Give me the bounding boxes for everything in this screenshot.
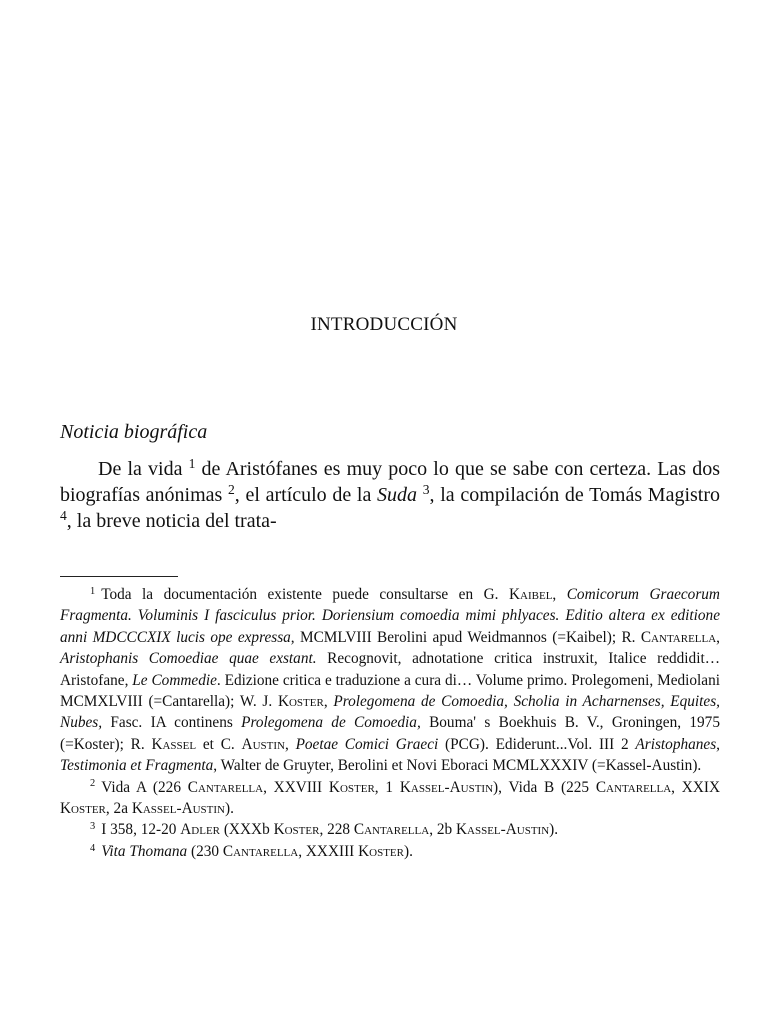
text-run: MCMLVIII Berolini apud Weidmannos (=Kaibel); R. bbox=[294, 628, 641, 646]
text-run: De la vida bbox=[98, 458, 189, 480]
small-caps-name: Kassel bbox=[151, 735, 197, 753]
small-caps-name: Adler bbox=[180, 821, 221, 839]
footnote-reference: 4 bbox=[60, 508, 67, 524]
text-run: , 2a bbox=[105, 800, 132, 818]
text-run: , bbox=[284, 735, 296, 753]
text-run: et C. bbox=[196, 735, 242, 753]
text-run: , la breve noticia del trata- bbox=[66, 510, 277, 532]
small-caps-name: Koster bbox=[273, 821, 320, 839]
small-caps-name: Koster bbox=[358, 842, 404, 860]
small-caps-name: Kassel-Austin bbox=[455, 821, 550, 839]
text-run: , bbox=[323, 693, 334, 711]
small-caps-name: Cantarella bbox=[187, 778, 264, 796]
footnote-reference: 3 bbox=[422, 482, 430, 498]
text-run: ), Vida B (225 bbox=[493, 778, 596, 796]
italic-text: Vita Thomana bbox=[101, 842, 188, 860]
footnote-number: 4 bbox=[90, 842, 96, 854]
text-run: , Walter de Gruyter, Berolini et Novi Eboraci MCMLXXXIV (=Kassel-Austin). bbox=[213, 757, 702, 775]
text-run: , 1 bbox=[374, 778, 400, 796]
small-caps-name: Cantarella bbox=[595, 778, 672, 796]
small-caps-name: Koster bbox=[277, 693, 324, 711]
footnote-1 bbox=[60, 584, 720, 777]
text-run: Vida A (226 bbox=[101, 778, 188, 796]
italic-text: Prolegomena de Comoedia, bbox=[241, 714, 421, 732]
text-run: (XXXb bbox=[220, 821, 274, 839]
small-caps-name: Cantarella bbox=[353, 821, 430, 839]
body-paragraph bbox=[60, 456, 720, 534]
text-run: , 2b bbox=[429, 821, 456, 839]
text-run: (230 bbox=[187, 842, 223, 860]
small-caps-name: Koster bbox=[60, 800, 106, 818]
chapter-title: INTRODUCCIÓN bbox=[310, 314, 458, 335]
footnote-reference: 2 bbox=[228, 482, 235, 498]
text-run: , bbox=[716, 628, 720, 646]
text-run: ). bbox=[404, 842, 413, 860]
text-run: . Edizione critica e traduzione a cura di… Volume primo. Prolegomeni, Mediolani MCMXLVIII (=Cantarella); W. J. bbox=[60, 671, 720, 711]
text-run: ). bbox=[549, 821, 559, 839]
italic-text: Le Commedie bbox=[132, 671, 217, 689]
footnote-reference: 1 bbox=[188, 456, 196, 472]
footnote-number: 1 bbox=[90, 585, 96, 597]
footnote-2 bbox=[60, 777, 720, 820]
footnotes bbox=[60, 584, 720, 862]
small-caps-name: Kaibel bbox=[508, 586, 553, 603]
text-run: Fasc. IA continens bbox=[102, 714, 242, 732]
italic-text: Suda bbox=[377, 484, 418, 506]
footnote-number: 2 bbox=[90, 778, 96, 790]
text-run: I 358, 12-20 bbox=[101, 821, 181, 839]
text-run: , la compilación de Tomás Magistro bbox=[429, 484, 721, 506]
text-run: , 228 bbox=[319, 821, 354, 839]
text-run: Toda la documentación existente puede consultarse en G. bbox=[101, 586, 509, 603]
text-run: ). bbox=[225, 800, 234, 818]
italic-text: Comicorum Graecorum Fragmenta. Voluminis I fasciculus prior. Doriensium comoedia mimi phlyaces. Editio altera ex editione anni MDCCCXIX lucis ope expressa, bbox=[60, 586, 720, 646]
text-run: , XXXIII bbox=[298, 842, 359, 860]
text-run: , bbox=[552, 586, 567, 603]
section-heading: Noticia biográfica bbox=[60, 421, 208, 443]
small-caps-name: Cantarella bbox=[222, 842, 299, 860]
text-run: , XXVIII bbox=[263, 778, 329, 796]
text-run: (PCG). Ediderunt...Vol. III 2 bbox=[438, 735, 636, 753]
text-run: Recognovit, adnotatione critica instruxit, Italice reddidit… Aristofane, bbox=[60, 650, 720, 689]
small-caps-name: Koster bbox=[328, 778, 375, 796]
text-run: de Aristófanes es muy poco lo que se sabe con certeza. Las dos biografías anónimas bbox=[60, 458, 721, 506]
italic-text: Aristophanis Comoediae quae exstant. bbox=[60, 650, 317, 668]
small-caps-name: Cantarella bbox=[640, 628, 717, 646]
text-run: , el artículo de la bbox=[234, 484, 378, 506]
footnote-separator bbox=[60, 576, 178, 577]
footnote-4 bbox=[60, 841, 720, 862]
small-caps-name: Kassel-Austin bbox=[399, 778, 494, 796]
footnote-3 bbox=[60, 819, 720, 840]
small-caps-name: Kassel-Austin bbox=[131, 800, 226, 818]
text-run: , XXIX bbox=[671, 778, 721, 796]
footnote-number: 3 bbox=[90, 821, 96, 833]
italic-text: Prolegomena de Comoedia, Scholia in Acharnenses, Equites, Nubes, bbox=[60, 693, 720, 732]
body-text bbox=[60, 456, 720, 534]
text-run: Bouma' s Boekhuis B. V., Groningen, 1975 (=Koster); R. bbox=[60, 714, 720, 753]
small-caps-name: Austin bbox=[241, 735, 285, 753]
italic-text: Aristophanes, Testimonia et Fragmenta bbox=[60, 735, 720, 775]
italic-text: Poetae Comici Graeci bbox=[295, 735, 439, 753]
